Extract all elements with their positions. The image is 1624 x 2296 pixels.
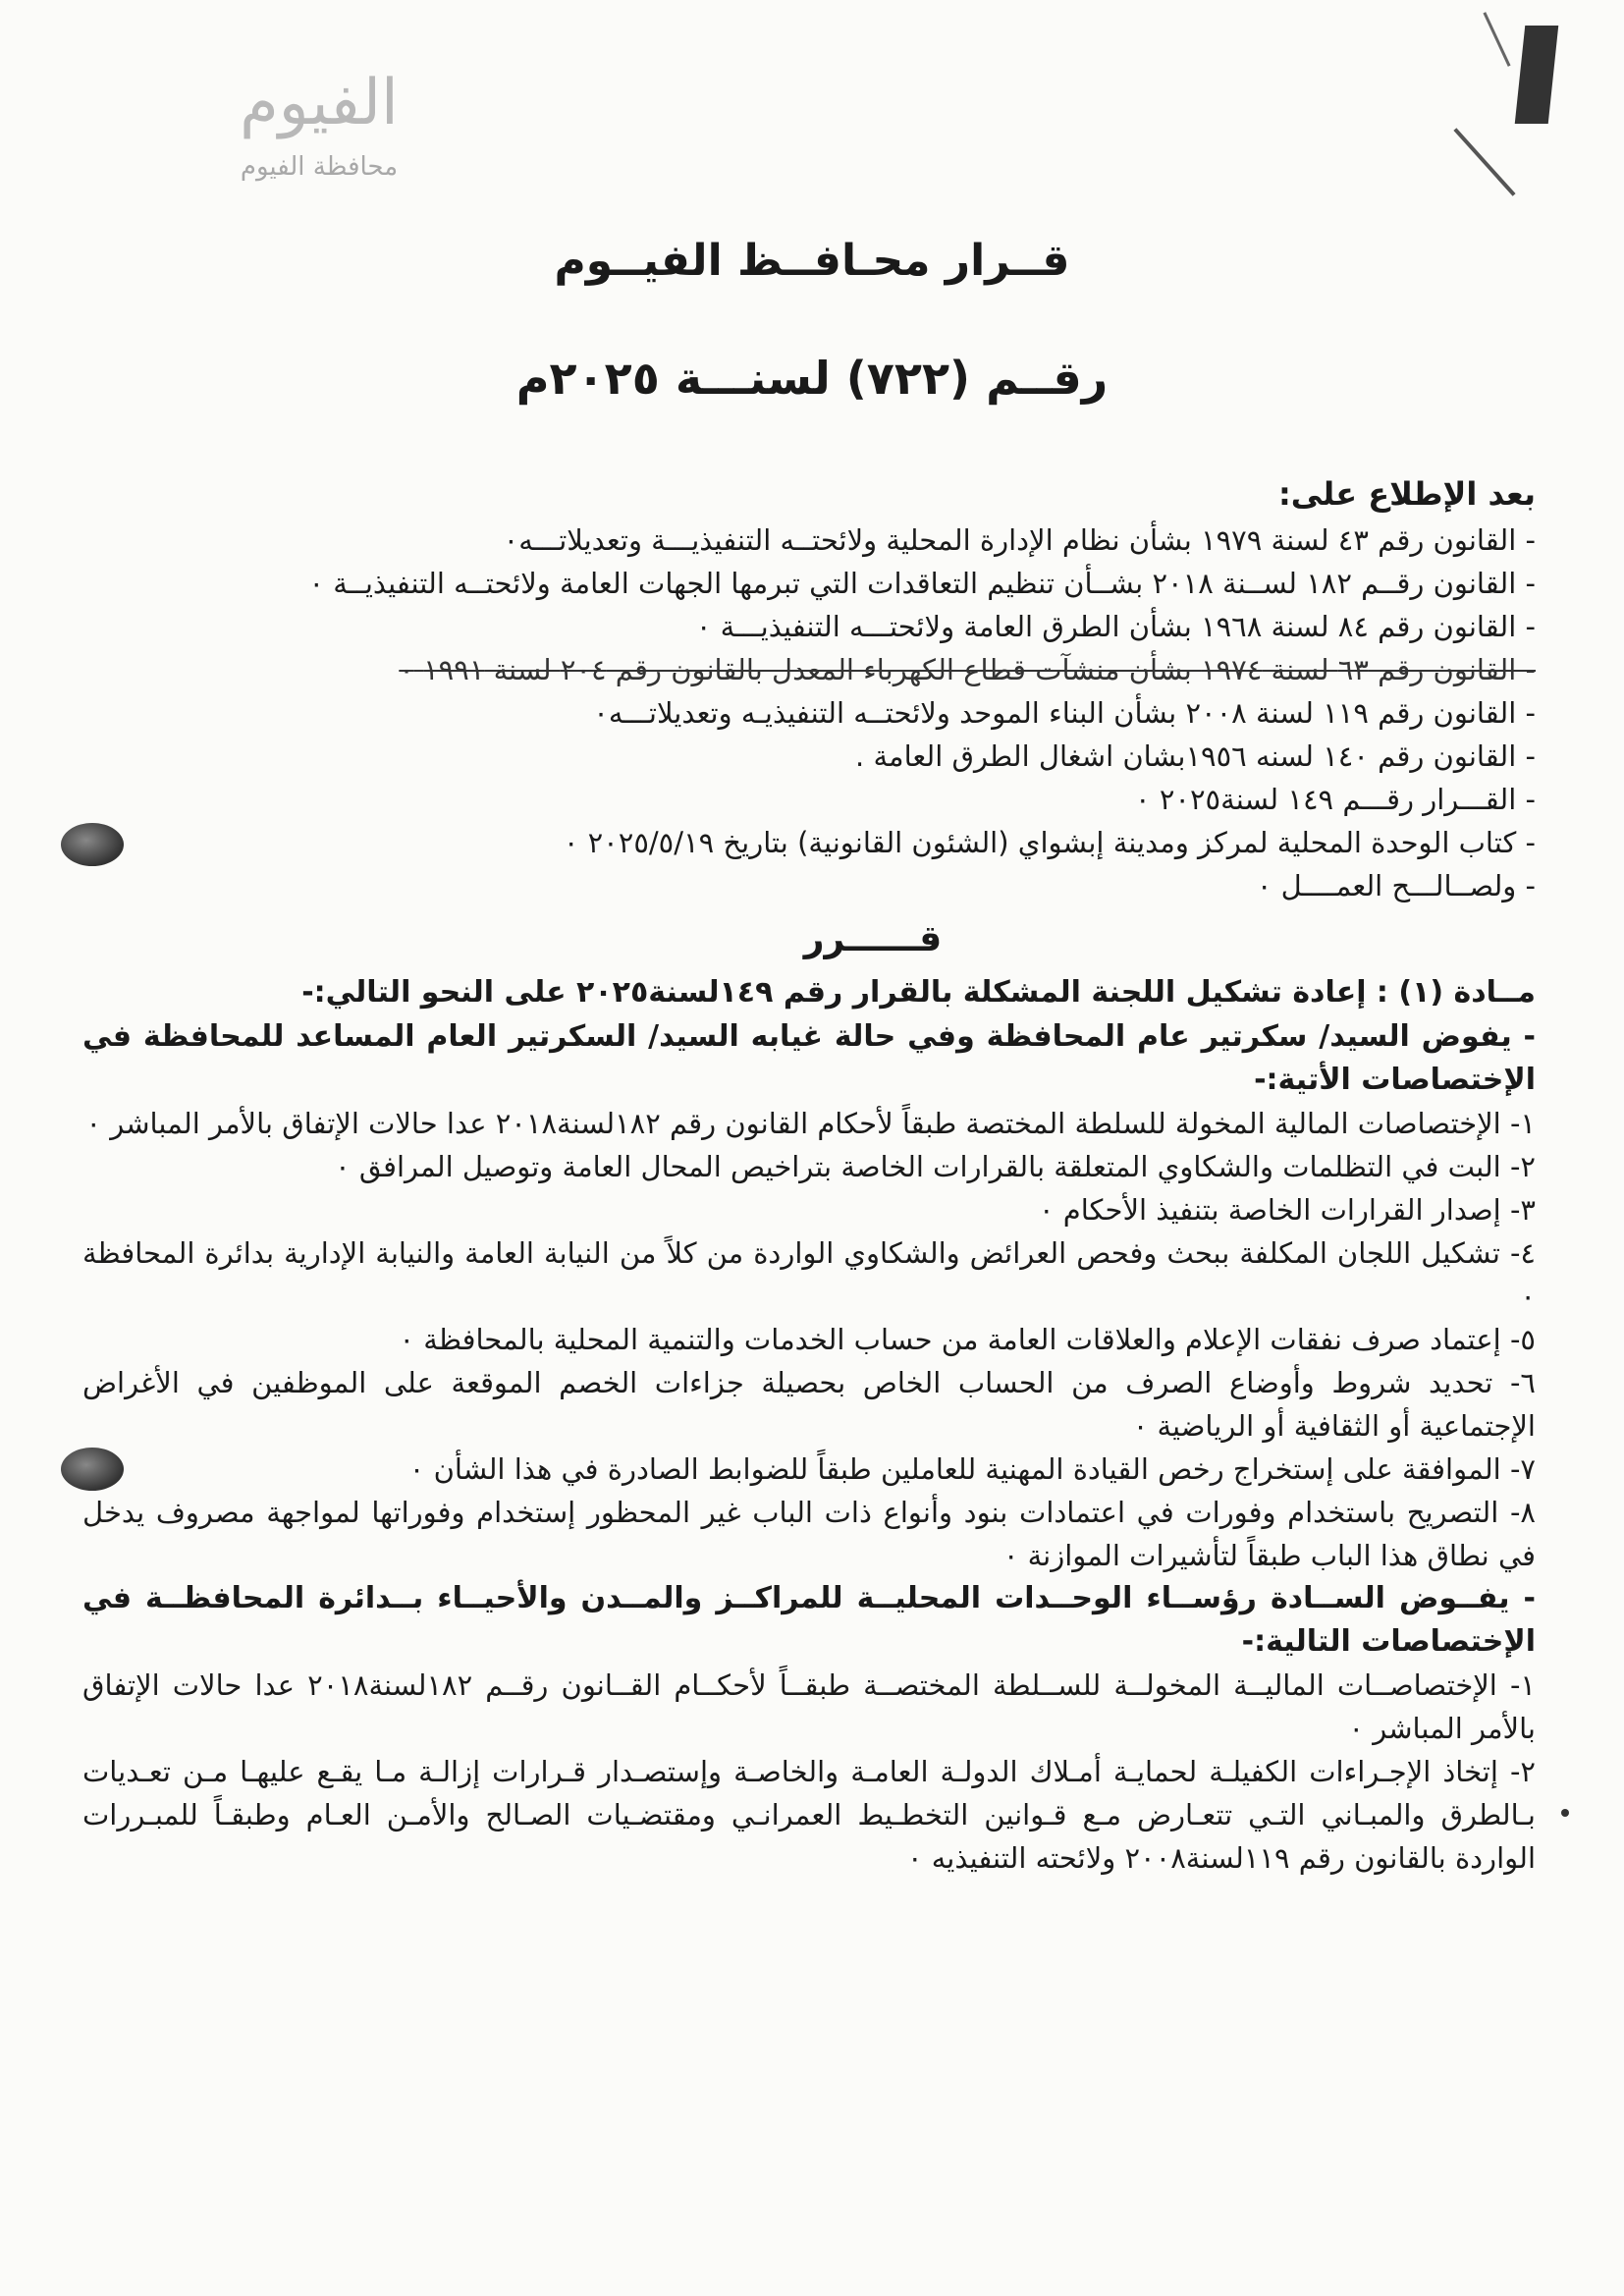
decree-number: رقــم (٧٢٢) لسنـــة ٢٠٢٥م — [515, 352, 1109, 405]
reference-item: - القـــرار رقـــم ١٤٩ لسنة٢٠٢٥ ٠ — [1135, 783, 1536, 816]
pen-stroke — [1453, 128, 1515, 196]
scan-mark — [1515, 26, 1559, 124]
power-item: ٢- إتخاذ الإجـراءات الكفيلـة لحمايـة أمـلاك الدولـة العامـة والخاصـة وإستصـدار قـرارات إزالـة مـا يقـع عليهـا مـن تعـديات بـالطرق والمبـاني التـي تتعـارض مـع قـوانين التخطـيط العمرانـي ومقتضـيات الصـالح والأمـن العـام وطبقـاً للمبـررات الواردة بالقانون رقم ١١٩لسنة٢٠٠٨ ولائحته التنفيذيه ٠ — [82, 1755, 1536, 1875]
power-item: ٨- التصريح باستخدام وفورات في اعتمادات بنود وأنواع ذات الباب غير المحظور إستخدام وفوراتها لمواجهة مصروف يدخل في نطاق هذا الباب طبقاً لتأشيرات الموازنة ٠ — [82, 1496, 1536, 1572]
decided-heading: قــــــرر — [803, 919, 943, 959]
decree-body — [82, 469, 1536, 1880]
power-item: ٣- إصدار القرارات الخاصة بتنفيذ الأحكام ٠ — [1038, 1193, 1536, 1227]
reference-list — [82, 519, 1536, 907]
governorate-logo — [196, 54, 442, 191]
reference-item: - كتاب الوحدة المحلية لمركز ومدينة إبشواي (الشئون القانونية) بتاريخ ٢٠٢٥/٥/١٩ ٠ — [563, 826, 1536, 859]
reference-item: - القانون رقم ٤٣ لسنة ١٩٧٩ بشأن نظام الإدارة المحلية ولائحتــه التنفيذيـــة وتعديلاتـــه٠ — [503, 523, 1536, 557]
power-item: ٥- إعتماد صرف نفقات الإعلام والعلاقات العامة من حساب الخدمات والتنمية المحلية بالمحافظة ٠ — [399, 1323, 1536, 1356]
power-item: ٢- البت في التظلمات والشكاوي المتعلقة بالقرارات الخاصة بتراخيص المحال العامة وتوصيل المرافق ٠ — [335, 1150, 1536, 1183]
power-item: ٦- تحديد شروط وأوضاع الصرف من الحساب الخاص بحصيلة جزاءات الخصم الموقعة على الموظفين في الأغراض الإجتماعية أو الثقافية أو الرياضية ٠ — [82, 1366, 1536, 1443]
pen-stroke — [1483, 12, 1510, 67]
reference-item: - القانون رقم ١١٩ لسنة ٢٠٠٨ بشأن البناء الموحد ولائحتــه التنفيذيـه وتعديلاتـــه٠ — [593, 696, 1536, 730]
reference-item: - القانون رقــم ١٨٢ لســنة ٢٠١٨ بشــأن تنظيم التعاقدات التي تبرمها الجهات العامة ولائحتــه التنفيذيــة ٠ — [308, 567, 1536, 600]
power-item: ١- الإختصاصــات الماليــة المخولــة للســلطة المختصــة طبقــاً لأحكــام القــانون رقــم ١٨٢لسنة٢٠١٨ عدا حالات الإتفاق بالأمر المباشر ٠ — [82, 1668, 1536, 1745]
reference-item: - القانون رقم ٨٤ لسنة ١٩٦٨ بشأن الطرق العامة ولائحتـــه التنفيذيـــة ٠ — [695, 610, 1536, 643]
power-item: ١- الإختصاصات المالية المخولة للسلطة المختصة طبقاً لأحكام القانون رقم ١٨٢لسنة٢٠١٨ عدا حالات الإتفاق بالأمر المباشر ٠ — [85, 1107, 1536, 1140]
reference-item: - ولصــالـــح العمــــل ٠ — [1256, 869, 1536, 902]
secretary-powers-list — [82, 1102, 1536, 1577]
decree-title: قــرار محـافــظ الفيــوم — [554, 236, 1070, 286]
logo-mark: الفيوم — [240, 67, 399, 139]
reference-item: - القانون رقم ٦٣ لسنة ١٩٧٤ بشأن منشآت قطاع الكهرباء المعدل بالقانون رقم ٢٠٤ لسنة ١٩٩١ ٠ — [399, 653, 1536, 686]
ink-dot — [1561, 1809, 1569, 1817]
delegation-secretary-general: - يفوض السيد/ سكرتير عام المحافظة وفي حالة غيابه السيد/ السكرتير العام المساعد للمحافظة في الإختصاصات الأتية:- — [82, 1019, 1536, 1097]
after-review-heading: بعد الإطلاع على: — [1277, 475, 1536, 513]
reference-item: - القانون رقم ١٤٠ لسنه ١٩٥٦بشان اشغال الطرق العامة . — [855, 739, 1536, 773]
delegation-local-unit-heads: - يفــوض الســادة رؤســاء الوحــدات المحليــة للمراكــز والمــدن والأحيــاء بــدائرة المحافظــة في الإختصاصات التالية:- — [82, 1581, 1536, 1659]
power-item: ٤- تشكيل اللجان المكلفة ببحث وفحص العرائض والشكاوي الواردة من كلاً من النيابة العامة والنيابة الإدارية بدائرة المحافظة ٠ — [82, 1236, 1536, 1313]
logo-caption: محافظة الفيوم — [240, 152, 399, 182]
article-1: مــادة (١) : إعادة تشكيل اللجنة المشكلة بالقرار رقم ١٤٩لسنة٢٠٢٥ على النحو التالي:- — [301, 975, 1536, 1010]
power-item: ٧- الموافقة على إستخراج رخص القيادة المهنية للعاملين طبقاً للضوابط الصادرة في هذا الشأن ٠ — [408, 1452, 1536, 1486]
local-unit-powers-list — [82, 1664, 1536, 1880]
